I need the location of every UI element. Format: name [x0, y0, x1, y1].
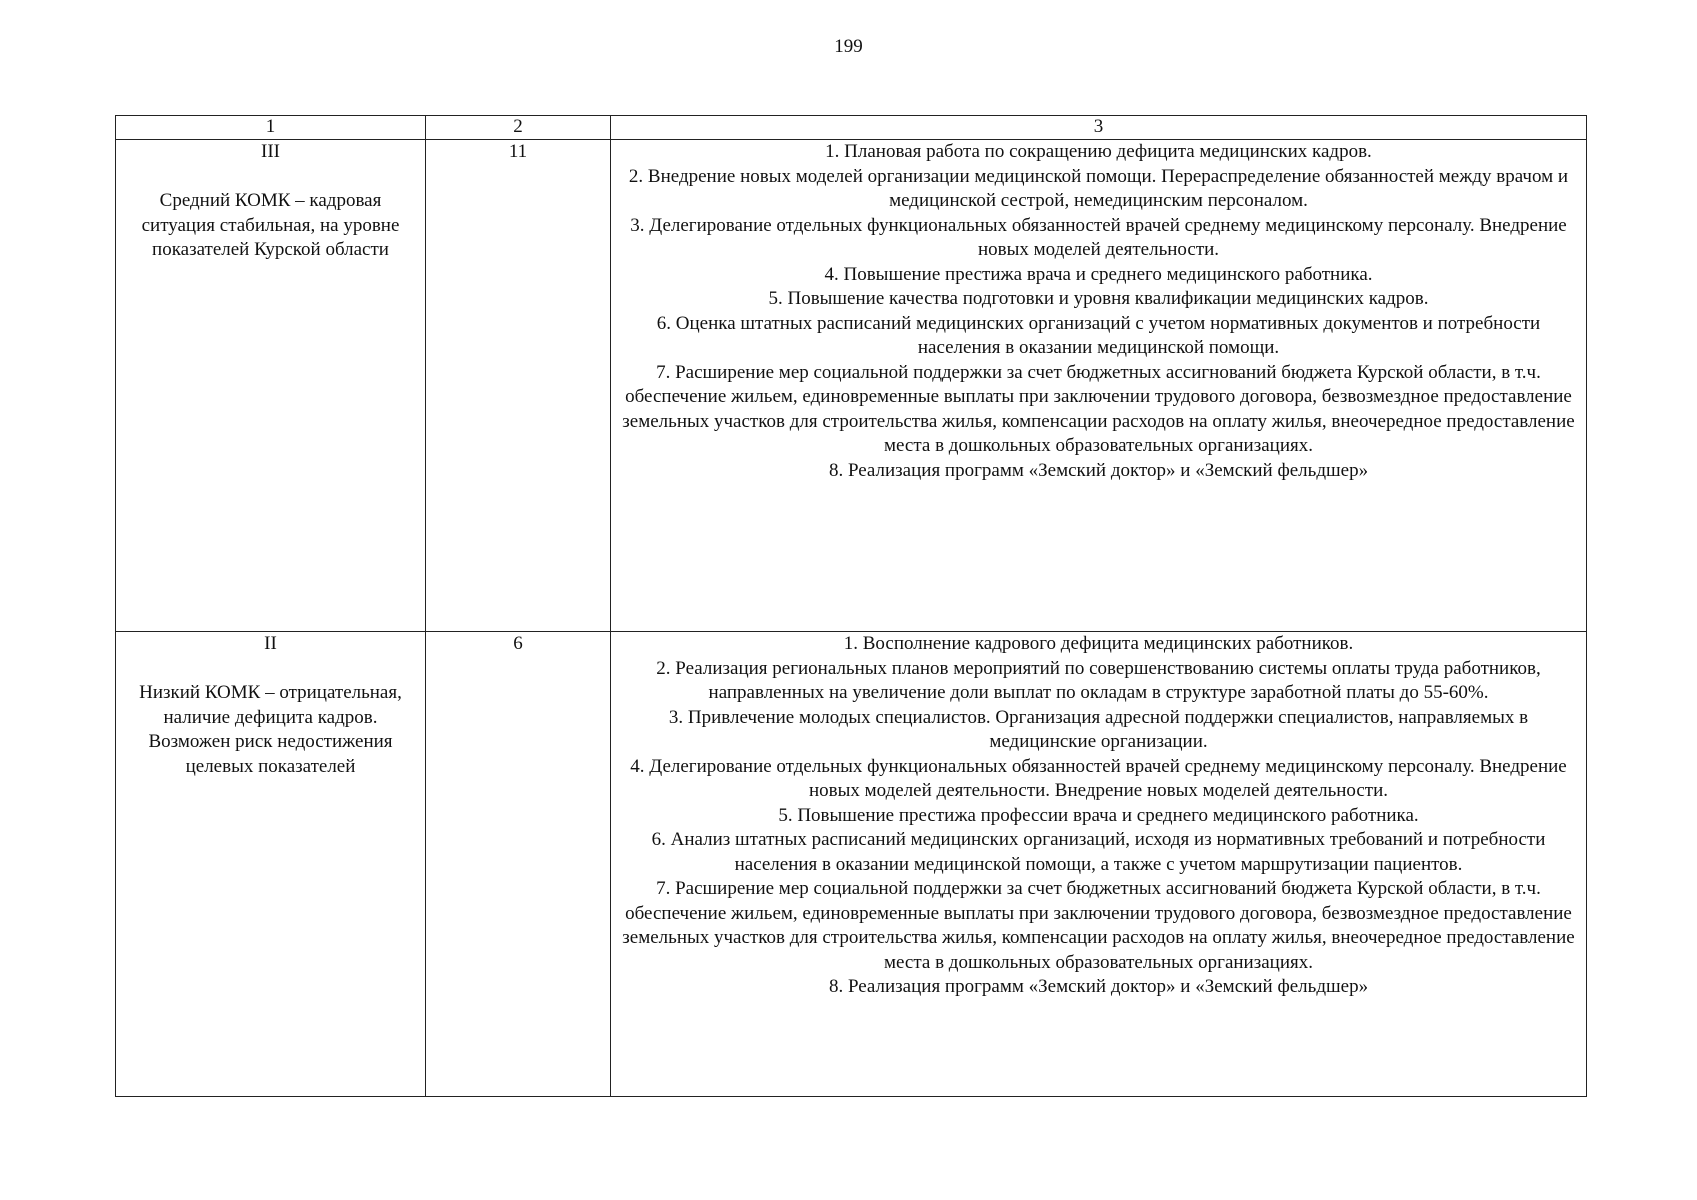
column-header-2: 2 [426, 116, 611, 140]
measure-item: 8. Реализация программ «Земский доктор» и «Земский фельдшер» [828, 459, 1369, 481]
level-description: Средний КОМК – кадровая ситуация стабильная, на уровне показателей Курской области [141, 190, 400, 260]
measure-item: 3. Привлечение молодых специалистов. Организация адресной поддержки специалистов, направляемых в медицинские организации. [668, 706, 1529, 752]
measure-item: 6. Оценка штатных расписаний медицинских организаций с учетом нормативных документов и потребности населения в оказании медицинской помощи. [656, 312, 1541, 358]
level-label: II [264, 633, 277, 654]
page-number: 199 [834, 36, 863, 57]
measure-item: 7. Расширение мер социальной поддержки за счет бюджетных ассигнований бюджета Курской области, в т.ч. обеспечение жильем, единовременные выплаты при заключении трудового договора, безвозмездное предоставление земельных участков для строительства жилья, компенсации расходов на оплату жилья, внеочередное предоставление места в дошкольных образовательных организациях. [622, 878, 1575, 973]
level-cell [116, 632, 426, 1097]
measure-item: 2. Внедрение новых моделей организации медицинской помощи. Перераспределение обязанностей между врачом и медицинской сестрой, немедицинским персоналом. [628, 165, 1569, 211]
measure-item: 4. Делегирование отдельных функциональных обязанностей врачей среднему медицинскому персоналу. Внедрение новых моделей деятельности. Внедрение новых моделей деятельности. [630, 755, 1567, 801]
column-header-1: 1 [116, 116, 426, 140]
level-cell [116, 140, 426, 632]
measure-item: 5. Повышение престижа профессии врача и среднего медицинского работника. [778, 804, 1419, 826]
count-value: 11 [508, 141, 528, 162]
measure-item: 7. Расширение мер социальной поддержки за счет бюджетных ассигнований бюджета Курской области, в т.ч. обеспечение жильем, единовременные выплаты при заключении трудового договора, безвозмездное предоставление земельных участков для строительства жилья, компенсации расходов на оплату жилья, внеочередное предоставление места в дошкольных образовательных организациях. [622, 361, 1575, 456]
level-description: Низкий КОМК – отрицательная, наличие дефицита кадров. Возможен риск недостижения целевых показателей [139, 682, 402, 777]
count-cell [426, 632, 611, 1097]
measures-table [115, 115, 1587, 1097]
measure-item: 1. Восполнение кадрового дефицита медицинских работников. [843, 633, 1354, 654]
measure-item: 8. Реализация программ «Земский доктор» и «Земский фельдшер» [828, 976, 1369, 997]
measures-list [619, 632, 1578, 1000]
measures-list [619, 140, 1578, 483]
measure-item: 6. Анализ штатных расписаний медицинских организаций, исходя из нормативных требований и потребности населения в оказании медицинской помощи, а также с учетом маршрутизации пациентов. [651, 829, 1546, 875]
measure-item: 2. Реализация региональных планов мероприятий по совершенствованию системы оплаты труда работников, направленных на увеличение доли выплат по окладам в структуре заработной платы до 55-60%. [656, 657, 1541, 703]
measure-item: 1. Плановая работа по сокращению дефицита медицинских кадров. [825, 141, 1372, 162]
measures-cell [611, 140, 1587, 632]
measures-cell [611, 632, 1587, 1097]
table-header-row [116, 116, 1587, 140]
table-row [116, 140, 1587, 632]
count-value: 6 [513, 633, 523, 654]
column-header-3: 3 [611, 116, 1587, 140]
level-label: III [261, 141, 280, 162]
count-cell [426, 140, 611, 632]
measure-item: 4. Повышение престижа врача и среднего медицинского работника. [824, 263, 1373, 285]
measure-item: 3. Делегирование отдельных функциональных обязанностей врачей среднему медицинскому персоналу. Внедрение новых моделей деятельности. [630, 214, 1567, 260]
table-row [116, 632, 1587, 1097]
measure-item: 5. Повышение качества подготовки и уровня квалификации медицинских кадров. [768, 288, 1429, 309]
